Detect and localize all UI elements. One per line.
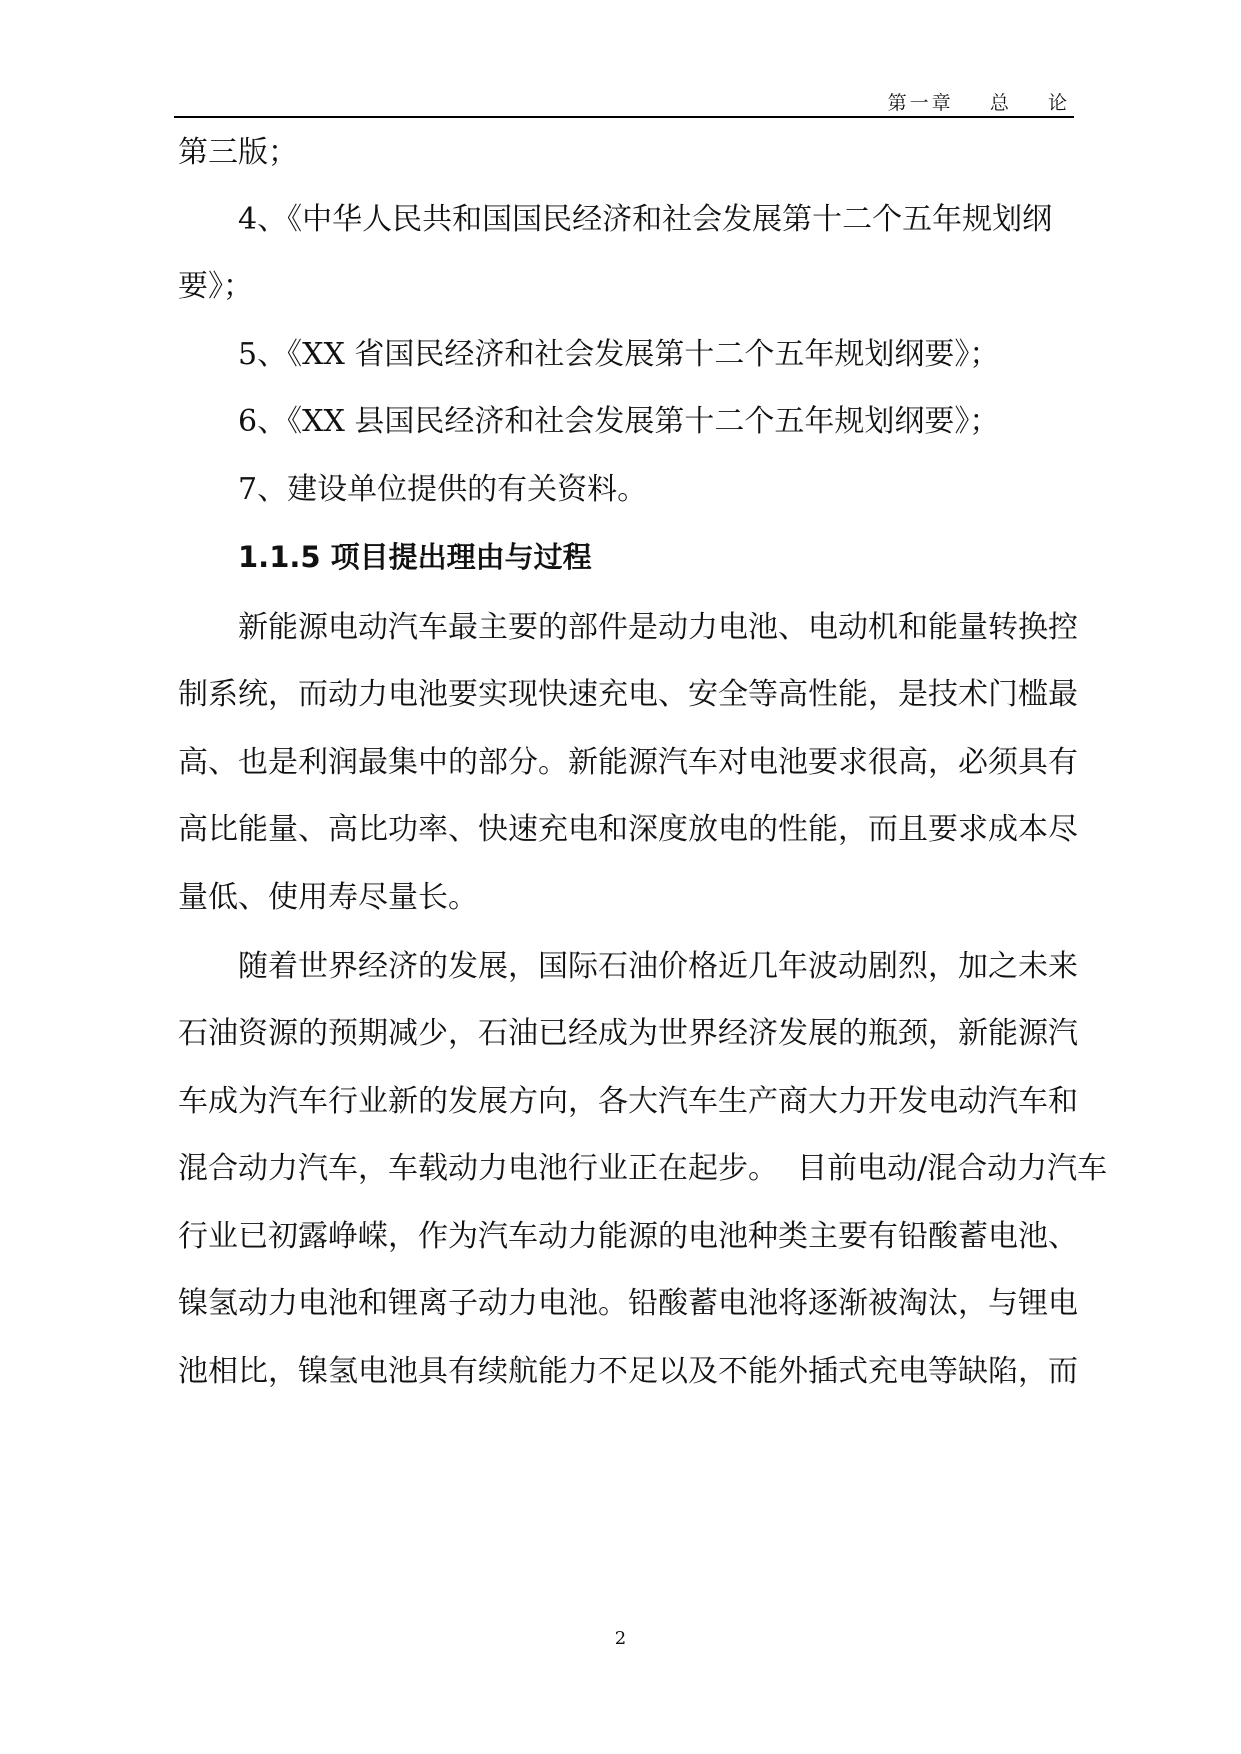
list-item-5: 5、《XX 省国民经济和社会发展第十二个五年规划纲要》； <box>238 337 1000 372</box>
paragraph-line: 池相比，镍氢电池具有续航能力不足以及不能外插式充电等缺陷，而 <box>178 1354 1078 1389</box>
paragraph-line: 镍氢动力电池和锂离子动力电池。铅酸蓄电池将逐渐被淘汰，与锂电 <box>178 1286 1078 1321</box>
paragraph-line: 制系统，而动力电池要实现快速充电、安全等高性能，是技术门槛最 <box>178 677 1078 712</box>
chapter-title: 第一章 总 论 <box>887 92 1070 114</box>
paragraph-line: 新能源电动汽车最主要的部件是动力电池、电动机和能量转换控 <box>238 610 1078 645</box>
section-heading: 1.1.5 项目提出理由与过程 <box>238 540 592 574</box>
text-line: 第三版； <box>178 135 298 170</box>
paragraph-line: 石油资源的预期减少，石油已经成为世界经济发展的瓶颈，新能源汽 <box>178 1016 1078 1051</box>
text-line: 要》； <box>178 269 253 304</box>
paragraph-line: 量低、使用寿尽量长。 <box>178 880 478 915</box>
page-header <box>174 86 1074 118</box>
list-item-4: 4、《中华人民共和国国民经济和社会发展第十二个五年规划纲 <box>238 202 1053 237</box>
paragraph-line: 高比能量、高比功率、快速充电和深度放电的性能，而且要求成本尽 <box>178 812 1078 847</box>
paragraph-line: 行业已初露峥嵘，作为汽车动力能源的电池种类主要有铅酸蓄电池、 <box>178 1219 1078 1254</box>
paragraph-line: 混合动力汽车，车载动力电池行业正在起步。 目前电动/混合动力汽车 <box>178 1151 1108 1186</box>
page-number: 2 <box>614 1628 627 1649</box>
paragraph-line: 高、也是利润最集中的部分。新能源汽车对电池要求很高，必须具有 <box>178 745 1078 780</box>
list-item-7: 7、建设单位提供的有关资料。 <box>238 472 648 507</box>
list-item-6: 6、《XX 县国民经济和社会发展第十二个五年规划纲要》； <box>238 404 1000 439</box>
paragraph-line: 随着世界经济的发展，国际石油价格近几年波动剧烈，加之未来 <box>238 949 1078 984</box>
paragraph-line: 车成为汽车行业新的发展方向，各大汽车生产商大力开发电动汽车和 <box>178 1084 1078 1119</box>
